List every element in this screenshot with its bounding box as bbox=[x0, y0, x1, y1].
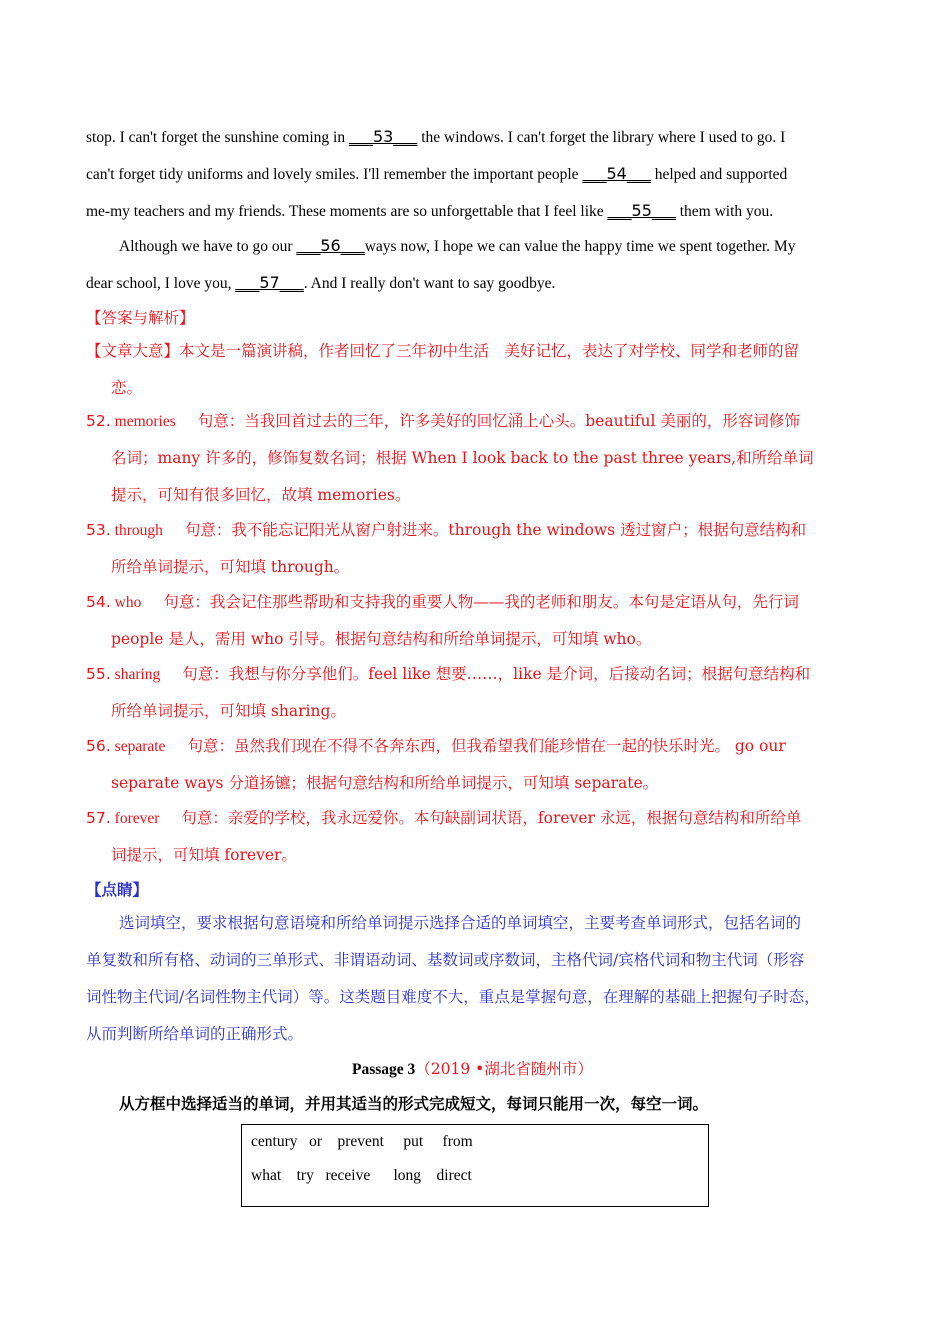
answer-number: 52. bbox=[86, 412, 111, 430]
answer-item-sharing-line-1 bbox=[86, 663, 810, 686]
blank-55: ___55___ bbox=[607, 201, 676, 220]
answer-item-sharing-line-2: 所给单词提示，可知填 sharing。 bbox=[111, 702, 346, 720]
answer-item-separate-line-1 bbox=[86, 735, 786, 758]
answer-word: separate bbox=[114, 738, 166, 755]
answer-word: sharing bbox=[114, 666, 161, 683]
answer-item-forever-line-1 bbox=[86, 807, 801, 830]
answer-item-memories-line-2: 名词；many 许多的，修饰复数名词；根据 When I look back to the past three years,和所给单词 bbox=[111, 449, 814, 467]
blank-54: ___54___ bbox=[582, 164, 651, 183]
answer-item-memories-line-3: 提示，可知有很多回忆，故填 memories。 bbox=[111, 486, 411, 504]
answer-item-separate-line-2: separate ways 分道扬镳；根据句意结构和所给单词提示，可知填 separate。 bbox=[111, 774, 659, 792]
word-box bbox=[241, 1124, 709, 1207]
answer-number: 55. bbox=[86, 665, 111, 683]
passage-line-3: me-my teachers and my friends. These moments are so unforgettable that I feel like ___55___ them with you. bbox=[86, 201, 774, 220]
blank-57: ___57___ bbox=[235, 273, 304, 292]
answer-explanation: 句意：虽然我们现在不得不各奔东西，但我希望我们能珍惜在一起的快乐时光。 go our bbox=[187, 737, 786, 755]
summary-line-1 bbox=[86, 340, 799, 362]
tip-header: 【点睛】 bbox=[86, 880, 149, 899]
passage3-instruction: 从方框中选择适当的单词，并用其适当的形式完成短文，每词只能用一次，每空一词。 bbox=[119, 1094, 709, 1113]
answer-number: 57. bbox=[86, 809, 111, 827]
tip-line-1: 选词填空，要求根据句意语境和所给单词提示选择合适的单词填空，主要考查单词形式，包括名词的 bbox=[119, 914, 802, 932]
answer-explanation: 句意：当我回首过去的三年，许多美好的回忆涌上心头。beautiful 美丽的，形容词修饰 bbox=[197, 412, 800, 430]
answer-word: forever bbox=[114, 810, 160, 827]
passage3-source: （2019 •湖北省随州市） bbox=[415, 1060, 593, 1078]
answer-item-who-line-1 bbox=[86, 591, 799, 614]
answer-explanation: 句意：我想与你分享他们。feel like 想要……，like 是介词，后接动名词；根据句意结构和 bbox=[182, 665, 811, 683]
passage-line-2: can't forget tidy uniforms and lovely smiles. I'll remember the important people ___54___ helped and supported bbox=[86, 164, 788, 183]
answer-item-memories-line-1 bbox=[86, 410, 800, 433]
word-box-row-2: what try receive long direct bbox=[251, 1167, 472, 1184]
answer-header: 【答案与解析】 bbox=[86, 309, 195, 327]
tip-line-2: 单复数和所有格、动词的三单形式、非谓语动词、基数词或序数词，主格代词/宾格代词和物主代词（形容 bbox=[86, 951, 805, 969]
answer-item-forever-line-2: 词提示，可知填 forever。 bbox=[111, 846, 297, 864]
tip-line-4: 从而判断所给单词的正确形式。 bbox=[86, 1025, 304, 1043]
answer-word: memories bbox=[114, 413, 176, 430]
answer-item-through-line-2: 所给单词提示，可知填 through。 bbox=[111, 558, 350, 576]
answer-item-who-line-2: people 是人，需用 who 引导。根据句意结构和所给单词提示，可知填 who。 bbox=[111, 630, 652, 648]
passage-line-1: stop. I can't forget the sunshine coming in ___53___ the windows. I can't forget the library where I used to go. I bbox=[86, 127, 786, 146]
tip-line-3: 词性物主代词/名词性物主代词）等。这类题目难度不大，重点是掌握句意，在理解的基础上把握句子时态， bbox=[86, 988, 820, 1006]
passage3-title: Passage 3 bbox=[352, 1061, 416, 1078]
word-box-row-1: century or prevent put from bbox=[251, 1133, 473, 1150]
summary-label: 【文章大意】 bbox=[86, 342, 180, 360]
answer-explanation: 句意：亲爱的学校，我永远爱你。本句缺副词状语，forever 永远，根据句意结构和所给单 bbox=[181, 809, 802, 827]
answer-word: who bbox=[114, 594, 142, 611]
answer-number: 54. bbox=[86, 593, 111, 611]
passage3-heading bbox=[352, 1058, 593, 1081]
passage-line-5: dear school, I love you, ___57___. And I really don't want to say goodbye. bbox=[86, 273, 556, 292]
blank-56: ___56___ bbox=[296, 236, 365, 255]
answer-explanation: 句意：我会记住那些帮助和支持我的重要人物——我的老师和朋友。本句是定语从句，先行词 bbox=[163, 593, 799, 611]
summary-text: 本文是一篇演讲稿，作者回忆了三年初中生活 美好记忆，表达了对学校、同学和老师的留 bbox=[179, 342, 800, 360]
answer-word: through bbox=[114, 522, 163, 539]
answer-explanation: 句意：我不能忘记阳光从窗户射进来。through the windows 透过窗户；根据句意结构和 bbox=[184, 521, 807, 539]
summary-line-2: 恋。 bbox=[111, 379, 143, 397]
passage-line-4: Although we have to go our ___56___ways now, I hope we can value the happy time we spent together. My bbox=[119, 236, 796, 255]
answer-item-through-line-1 bbox=[86, 519, 806, 542]
blank-53: ___53___ bbox=[348, 127, 418, 146]
answer-number: 56. bbox=[86, 737, 111, 755]
answer-number: 53. bbox=[86, 521, 111, 539]
